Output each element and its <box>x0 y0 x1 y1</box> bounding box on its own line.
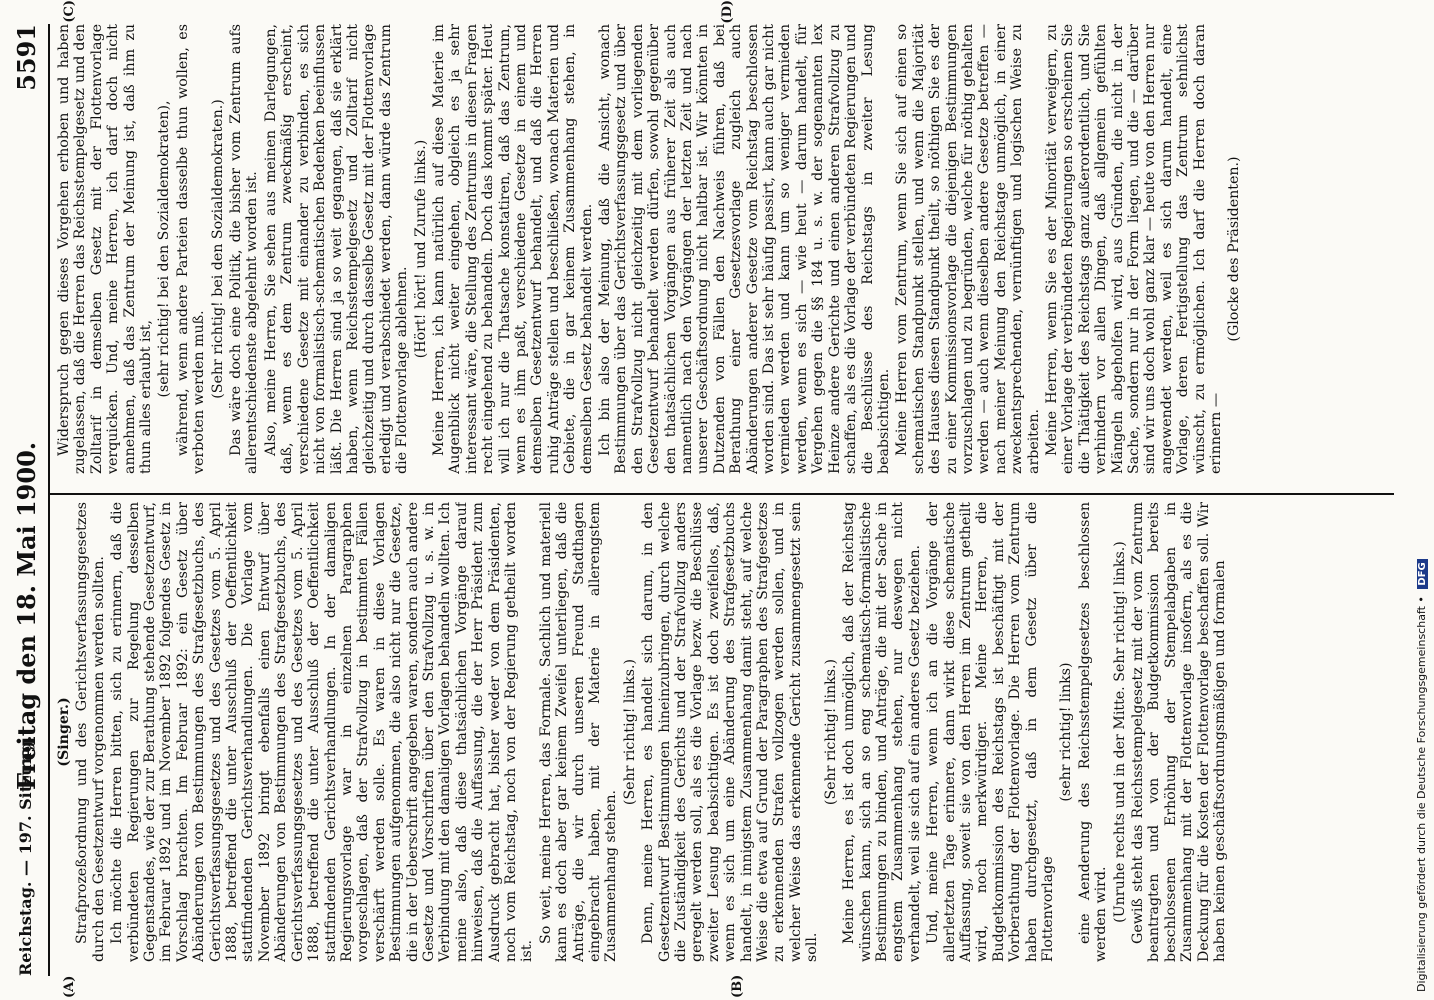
header-rule <box>48 24 50 976</box>
paragraph: Meine Herren, ich kann natürlich auf diese Materie im Augenblick nicht weiter eingehen, obgleich es ja sehr interessant wäre, die Stellung des Zentrums in diesen Fragen recht eingehend zu behandeln. Doch das kommt später. Heut will ich nur die Thatsache konstatiren, daß das Zentrum, wenn es ihm paßt, verschiedene Gesetze in einem und demselben Gesetzentwurf behandelt, und daß die Herren ruhig Anträge stellen und beschließen, wonach Materien und Gebiete, die in gar keinem Zusammenhang stehen, in demselben Gesetz behandelt werden. <box>430 24 595 474</box>
page-number: 5591 <box>12 24 41 91</box>
speaker-label: (Singer.) <box>56 697 72 767</box>
interjection: (Glocke des Präsidenten.) <box>1226 156 1243 342</box>
header-left: Reichstag. — 197. Sitzung. <box>16 735 35 976</box>
digitization-footer <box>1415 0 1428 1000</box>
margin-marker-a: (A) <box>62 975 77 998</box>
margin-marker-c: (C) <box>62 0 77 23</box>
margin-marker-b: (B) <box>730 974 745 998</box>
interjection: (Sehr richtig! links.) <box>822 658 839 806</box>
paragraph: Ich möchte die Herren bitten, sich zu erinnern, daß die verbündeten Regierungen zur Regelung desselben Gegenstandes, wie der zur Berathung stehende Gesetzentwurf, im Februar 1892 und im November 1892 folgendes Gesetz in Vorschlag brachten. Im Februar 1892: ein Gesetz über Abänderungen von Bestimmungen des Strafgesetzbuchs, des Gerichtsverfassungsgesetzes und des Gesetzes vom 5. April 1888, betreffend die unter Ausschluß der Oeffentlichkeit stattfindenden Gerichtsverhandlungen. Die Vorlage vom November 1892 bringt ebenfalls einen Entwurf über Abänderungen von Bestimmungen des Strafgesetzbuchs, des Gerichtsverfassungsgesetzes und des Gesetzes vom 5. April 1888, betreffend die unter Ausschluß der Oeffentlichkeit stattfindenden Gerichtsverhandlungen. In der damaligen Regierungsvorlage war in einzelnen Paragraphen vorgeschlagen, daß der Strafvollzug in bestimmten Fällen verschärft werden solle. Es waren in diese Vorlagen Bestimmungen aufgenommen, die also nicht nur die Gesetze, die in der Ueberschrift angegeben waren, sondern auch andere Gesetze und Vorschriften über den Strafvollzug u. s. w. in Verbindung mit den damaligen Vorlagen behandeln wollten. Ich meine also, daß diese thatsächlichen Vorgänge darauf hinweisen, daß die Auffassung, die der Herr Präsident zum Ausdruck gebracht hat, bisher weder von dem Präsidenten, noch vom Reichstag, noch von der Regierung getheilt worden ist. <box>109 502 536 962</box>
interjection: (Sehr richtig! bei den Sozialdemokraten.) <box>209 99 226 399</box>
paragraph: Meine Herren, es ist doch unmöglich, daß der Reichstag wünschen kann, sich an so eng schematisch-formalistische Bestimmungen zu binden, und Anträge, die mit der Sache in engstem Zusammenhang stehen, nur deswegen nicht verhandelt, weil sie sich auf ein anderes Gesetz beziehen. <box>841 502 923 962</box>
interjection: (Sehr richtig! links.) <box>621 658 638 806</box>
paragraph: Und, meine Herren, wenn ich an die Vorgänge der allerletzten Tage erinnere, dann wirkt diese schematische Auffassung, soweit sie von den Herren im Zentrum getheilt wird, noch merkwürdiger. Meine Herren, die Budgetkommission des Reichstags ist beschäftigt mit der Vorberathung der Flottenvorlage. Die Herren vom Zentrum haben durchgesetzt, daß in dem Gesetz über die Flottenvorlage <box>925 502 1056 962</box>
interjection: (sehr richtig! links) <box>1058 662 1075 802</box>
header-date: Freitag den 18. Mai 1900. <box>12 441 41 790</box>
right-column <box>56 24 1416 474</box>
footer-text: Digitalisierung gefördert durch die Deutsche Forschungsgemeinschaft • <box>1415 596 1428 992</box>
paragraph: Also, meine Herren, Sie sehen aus meinen Darlegungen, daß, wenn es dem Zentrum zweckmäßig erscheint, verschiedene Gesetze mit einander zu verbinden, es sich nicht von formalistisch-schematischen Bedenken beeinflussen läßt. Die Herren sind ja so weit gegangen, daß sie erklärt haben, wenn Reichsstempelgesetz und Zolltarif nicht gleichzeitig und durch dasselbe Gesetz mit der Flottenvorlage erledigt und verabschiedet werden, dann würde das Zentrum die Flottenvorlage ablehnen. <box>262 24 411 474</box>
paragraph: Denn, meine Herren, es handelt sich darum, in den Gesetzentwurf Bestimmungen hineinzubringen, durch welche die Zuständigkeit des Gerichts und der Strafvollzug anders geregelt werden soll, als es die Vorlage bezw. die Beschlüsse zweiter Lesung beabsichtigen. Es ist doch zweifellos, daß, wenn es sich um eine Abänderung des Strafgesetzbuchs handelt, in innigstem Zusammenhang damit steht, auf welche Weise die etwa auf Grund der Paragraphen des Strafgesetzes zu erkennenden Strafen vollzogen werden sollen, und in welcher Weise das erkennende Gericht zusammengesetzt sein soll. <box>640 502 821 962</box>
paragraph: Gewiß steht das Reichsstempelgesetz mit der vom Zentrum beantragten und von der Budgetkommission bereits beschlossenen Erhöhung der Stempelabgaben in Zusammenhang mit der Flottenvorlage insofern, als es die Deckung für die Kosten der Flottenvorlage beschaffen soll. Wir haben keinen geschäftsordnungsmäßigen und formalen <box>1130 502 1229 962</box>
paragraph: Meine Herren vom Zentrum, wenn Sie sich auf einen so schematischen Standpunkt stellen, und wenn die Majorität des Hauses diesen Standpunkt theilt, so nöthigen Sie es der zu einer Kommissionsvorlage die diejenigen Bestimmungen vorzuschlagen und zu begründen, welche für nöthig gehalten werden — auch wenn dieselben andere Gesetze betreffen — nach meiner Meinung den Reichstage unmöglich, in einer zweckentsprechenden, vernünftigen und logischen Weise zu arbeiten. <box>894 24 1042 474</box>
interjection: (Hört! hört! und Zurufe links.) <box>412 139 429 359</box>
paragraph: So weit, meine Herren, das Formale. Sachlich und materiell kann es doch aber gar keinem Zweifel unterliegen, daß die Anträge, die wir durch unseren Freund Stadthagen eingebracht haben, mit der Materie in allerengstem Zusammenhang stehen. <box>537 502 620 962</box>
paragraph: Ich bin also der Meinung, daß die Ansicht, wonach Bestimmungen über das Gerichtsverfassungsgesetz und über den Strafvollzug nicht gleichzeitig mit dem vorliegenden Gesetzentwurf behandelt werden dürfen, sowohl gegenüber den thatsächlichen Vorgängen aus früherer Zeit als auch namentlich nach den Vorgängen der letzten Zeit und nach unserer Geschäftsordnung nicht haltbar ist. Wir könnten in Dutzenden von Fällen den Nachweis führen, daß bei Berathung einer Gesetzesvorlage zugleich auch Abänderungen anderer Gesetze vom Reichstag beschlossen worden sind. Das ist sehr häufig passirt, kann auch gar nicht vermieden werden und kann um so weniger vermieden werden, wenn es sich — wie heut — darum handelt, für Vergehen gegen die §§ 184 u. s. w. der sogenannten lex Heinze andere Gerichte und einen anderen Strafvollzug zu schaffen, als es die Vorlage der verbündeten Regierungen und die Beschlüsse des Reichstags in zweiter Lesung beabsichtigen. <box>597 24 892 474</box>
paragraph: Strafprozeßordnung und des Gerichtsverfassungsgesetzes durch den Gesetzentwurf vorgenommen werden sollten. <box>74 502 107 962</box>
paragraph: während, wenn andere Parteien dasselbe thun wollen, es verboten werden muß. <box>174 24 208 474</box>
column-separator <box>50 493 1394 495</box>
interjection: (sehr richtig! bei den Sozialdemokraten), <box>156 100 173 398</box>
interjection: (Unruhe rechts und in der Mitte. Sehr richtig! links.) <box>1111 541 1128 923</box>
left-column <box>56 502 1416 962</box>
paragraph: Widerspruch gegen dieses Vorgehen erhoben und haben zugelassen, daß die Herren das Reichsstempelgesetz und den Zolltarif in demselben Gesetz mit der Flottenvorlage verquicken. Und, meine Herren, ich darf doch nicht annehmen, daß das Zentrum der Meinung ist, daß ihm zu thun alles erlaubt ist, <box>56 24 155 474</box>
paragraph: Das wäre doch eine Politik, die bisher vom Zentrum aufs allerentschiedenste abgelehnt worden ist. <box>228 24 261 474</box>
margin-marker-d: (D) <box>720 0 735 24</box>
dfg-logo: DFG <box>1417 559 1428 588</box>
paragraph: eine Aenderung des Reichsstempelgesetzes beschlossen werden wird. <box>1076 502 1110 962</box>
paragraph: Meine Herren, wenn Sie es der Minorität verweigern, zu einer Vorlage der verbündeten Regierungen so erscheinen Sie die Thätigkeit des Reichstags ganz außerordentlich, und Sie verhindern vor allen Dingen, daß allgemein gefühlten Mängeln abgeholfen wird, aus Gründen, die nicht in der Sache, sondern nur in der Form liegen, und die — darüber sind wir uns doch wohl ganz klar — heute von den Herren nur angewendet werden, weil es sich darum handelt, eine Vorlage, deren Fertigstellung das Zentrum sehnlichst wünscht, zu ermöglichen. Ich darf die Herren doch daran erinnern — <box>1043 24 1225 474</box>
page-header <box>8 0 42 1000</box>
